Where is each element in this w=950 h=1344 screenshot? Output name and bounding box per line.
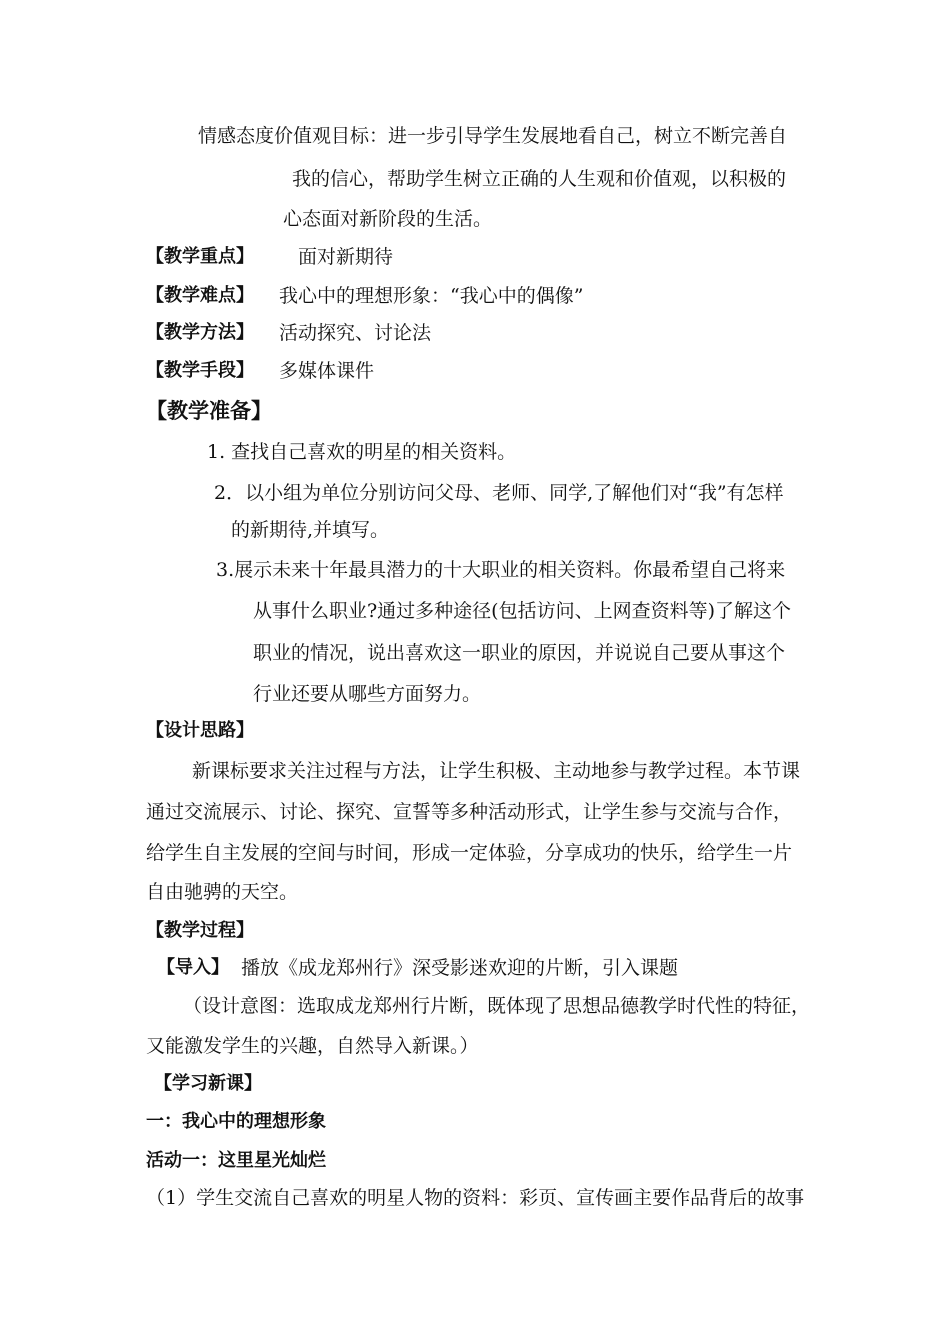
- step-1-text: （1）学生交流自己喜欢的明星人物的资料：彩页、宣传画主要作品背后的故事: [146, 1187, 805, 1209]
- prep-item-3-line4: 行业还要从哪些方面努力。: [253, 683, 482, 705]
- process-heading: 【教学过程】: [146, 920, 254, 941]
- intent-line1: （设计意图：选取成龙郑州行片断，既体现了思想品德教学时代性的特征，: [183, 995, 811, 1017]
- difficulty-value: 我心中的理想形象：“我心中的偶像”: [279, 285, 584, 307]
- section-1-heading: 一：我心中的理想形象: [146, 1111, 326, 1132]
- prep-item-3-line3: 职业的情况，说出喜欢这一职业的原因，并说说自己要从事这个: [253, 642, 786, 664]
- emotion-goal-line2: 我的信心，帮助学生树立正确的人生观和价值观，以积极的: [292, 168, 787, 190]
- design-line4: 自由驰骋的天空。: [146, 881, 299, 903]
- prep-item-1: 1. 查找自己喜欢的明星的相关资料。: [207, 441, 517, 463]
- prep-item-3-line2: 从事什么职业?通过多种途径(包括访问、上网查资料等)了解这个: [253, 600, 792, 622]
- means-value: 多媒体课件: [279, 360, 375, 382]
- new-lesson-heading: 【学习新课】: [154, 1073, 262, 1094]
- intro-text: 播放《成龙郑州行》深受影迷欢迎的片断，引入课题: [241, 957, 679, 979]
- intro-label: 【导入】: [157, 957, 229, 978]
- activity-1-heading: 活动一：这里星光灿烂: [146, 1150, 326, 1171]
- difficulty-label: 【教学难点】: [146, 285, 254, 306]
- method-label: 【教学方法】: [146, 322, 254, 343]
- key-point-label: 【教学重点】: [146, 246, 254, 267]
- key-point-value: 面对新期待: [298, 246, 394, 268]
- design-line1: 新课标要求关注过程与方法，让学生积极、主动地参与教学过程。本节课: [192, 760, 801, 782]
- design-heading: 【设计思路】: [146, 720, 254, 741]
- prep-item-3-line1: 3.展示未来十年最具潜力的十大职业的相关资料。你最希望自己将来: [216, 559, 786, 581]
- prep-item-2-line1: 2．以小组为单位分别访问父母、老师、同学,了解他们对“我”有怎样: [214, 482, 784, 504]
- prep-heading: 【教学准备】: [146, 399, 272, 423]
- method-value: 活动探究、讨论法: [279, 322, 432, 344]
- emotion-goal-line3: 心态面对新阶段的生活。: [283, 208, 493, 230]
- intent-line2: 又能激发学生的兴趣，自然导入新课。）: [146, 1035, 479, 1057]
- prep-item-2-line2: 的新期待,并填写。: [231, 519, 390, 541]
- design-line3: 给学生自主发展的空间与时间，形成一定体验，分享成功的快乐，给学生一片: [146, 842, 793, 864]
- design-line2: 通过交流展示、讨论、探究、宣誓等多种活动形式，让学生参与交流与合作，: [146, 801, 793, 823]
- emotion-goal-line1: 情感态度价值观目标：进一步引导学生发展地看自己，树立不断完善自: [198, 125, 788, 147]
- means-label: 【教学手段】: [146, 360, 254, 381]
